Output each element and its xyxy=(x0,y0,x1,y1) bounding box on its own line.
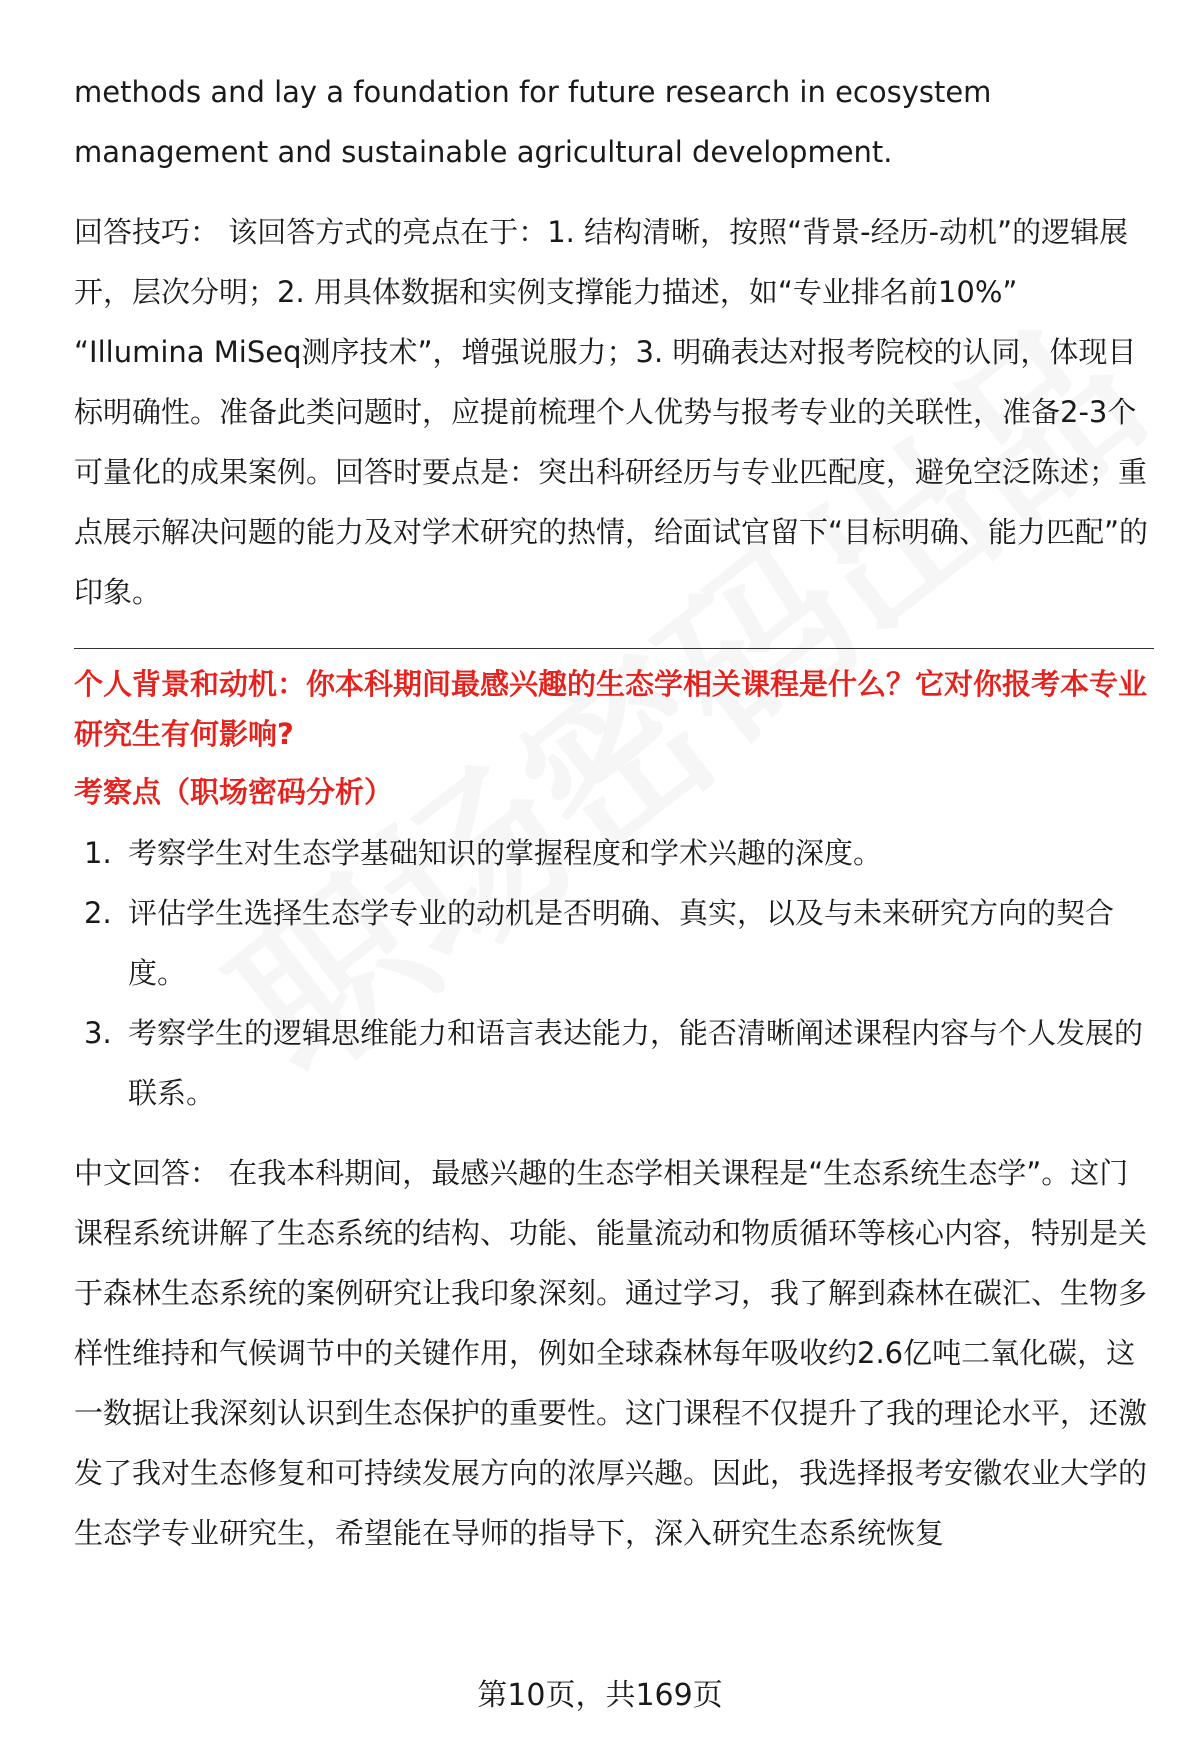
question-heading: 个人背景和动机：你本科期间最感兴趣的生态学相关课程是什么？它对你报考本专业研究生有何影响? xyxy=(74,667,1148,751)
list-item: 2. 评估学生选择生态学专业的动机是否明确、真实，以及与未来研究方向的契合度。 xyxy=(84,896,1115,990)
page-footer: 第10页，共169页 xyxy=(477,1678,723,1713)
answer-paragraph: 中文回答： 在我本科期间，最感兴趣的生态学相关课程是“生态系统生态学”。这门课程系统讲解了生态系统的结构、功能、能量流动和物质循环等核心内容，特别是关于森林生态系统的案例研究让我印象深刻。通过学习，我了解到森林在碳汇、生物多样性维持和气候调节中的关键作用，例如全球森林每年吸收约2.6亿吨二氧化碳，这一数据让我深刻认识到生态保护的重要性。这门课程不仅提升了我的理论水平，还激发了我对生态修复和可持续发展方向的浓厚兴趣。因此，我选择报考安徽农业大学的生态学专业研究生，希望能在导师的指导下，深入研究生态系统恢复 xyxy=(74,1156,1148,1550)
list-item: 1. 考察学生对生态学基础知识的掌握程度和学术兴趣的深度。 xyxy=(84,836,883,870)
focus-list xyxy=(74,823,1154,1123)
list-item: 3. 考察学生的逻辑思维能力和语言表达能力，能否清晰阐述课程内容与个人发展的联系。 xyxy=(84,1016,1144,1110)
document-page xyxy=(74,62,1154,1563)
tips-paragraph: 回答技巧： 该回答方式的亮点在于：1. 结构清晰，按照“背景-经历-动机”的逻辑展开，层次分明；2. 用具体数据和实例支撑能力描述，如“专业排名前10%” “Illumina MiSeq测序技术”，增强说服力；3. 明确表达对报考院校的认同，体现目标明确性。准备此类问题时，应提前梳理个人优势与报考专业的关联性，准备2-3个可量化的成果案例。回答时要点是：突出科研经历与专业匹配度，避免空泛陈述；重点展示解决问题的能力及对学术研究的热情，给面试官留下“目标明确、能力匹配”的印象。 xyxy=(74,215,1149,609)
intro-paragraph: methods and lay a foundation for future research in ecosystem management and sustainable agricultural development. xyxy=(74,75,992,169)
focus-heading: 考察点（职场密码分析） xyxy=(74,775,394,809)
section-divider xyxy=(74,648,1154,649)
